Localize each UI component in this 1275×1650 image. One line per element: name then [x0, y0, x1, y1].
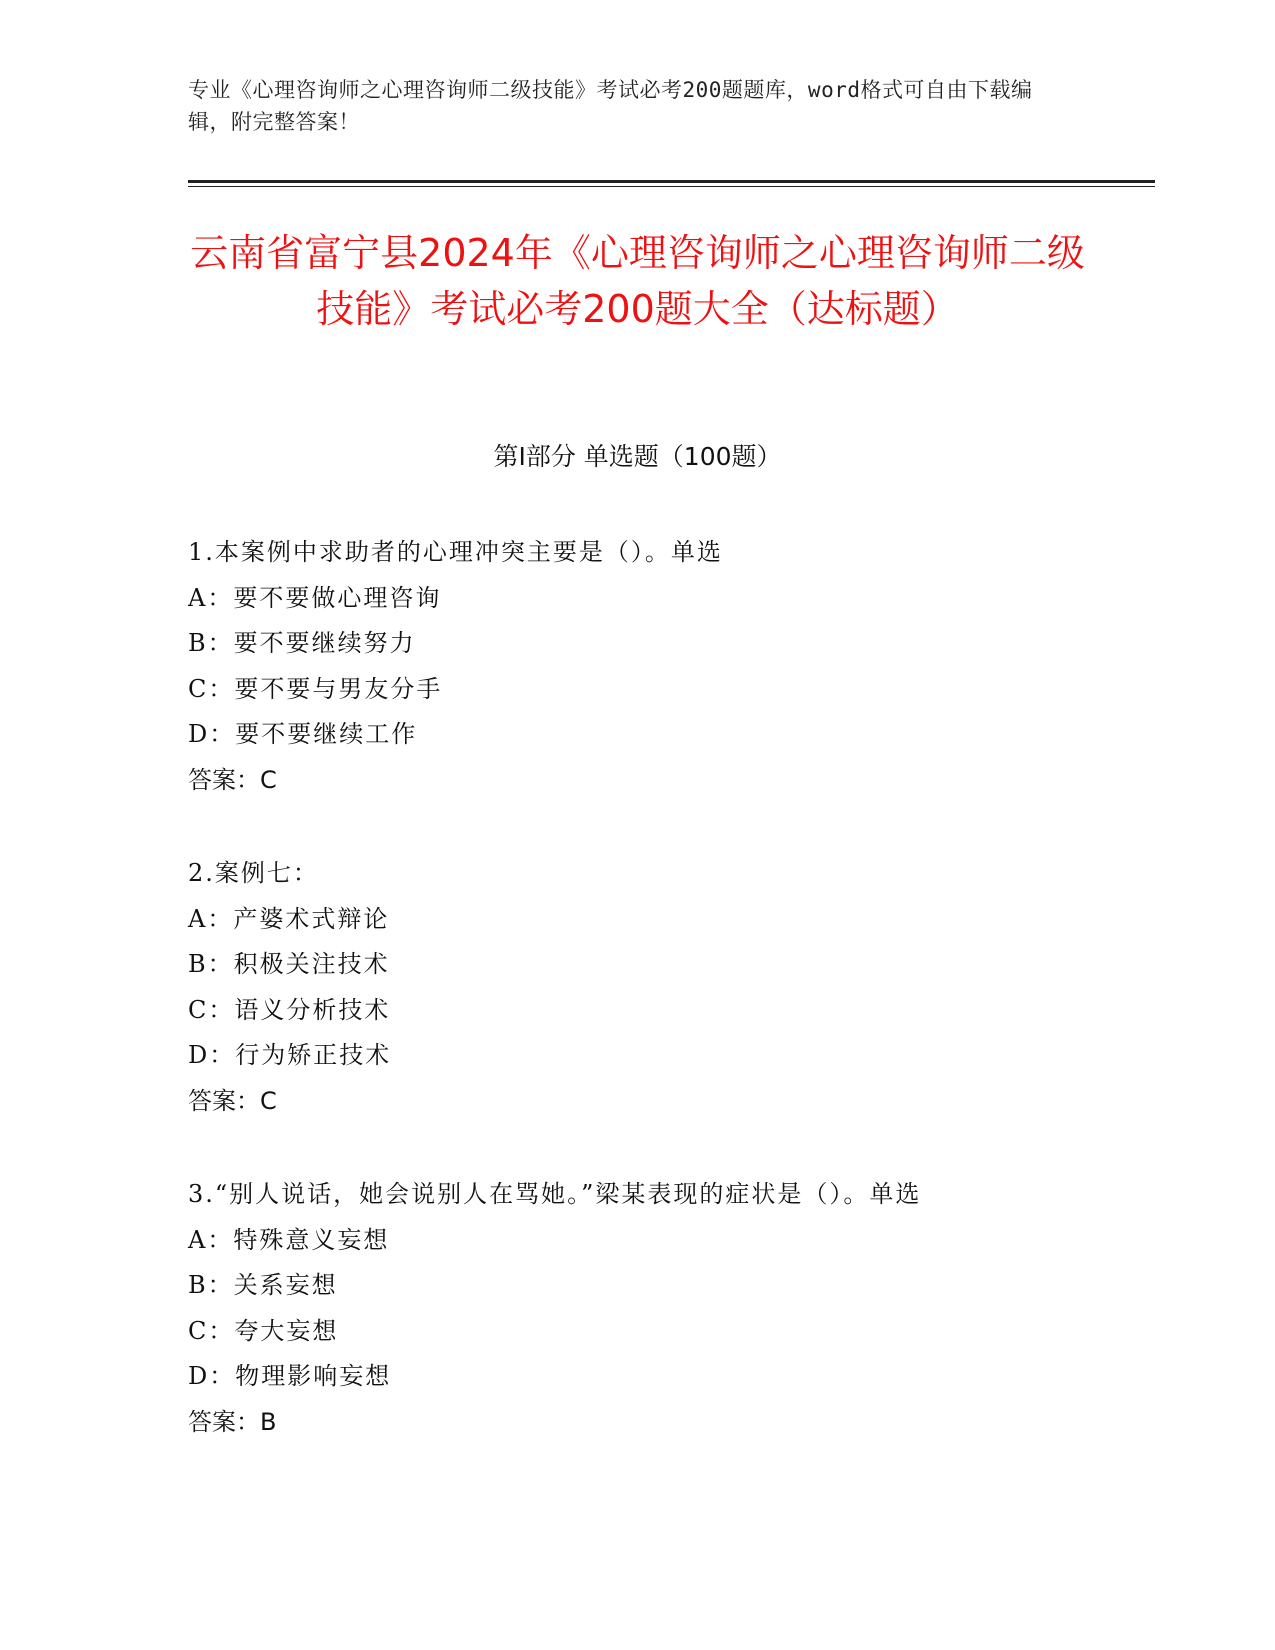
- answer: 答案：C: [188, 1086, 277, 1115]
- option-d: D：要不要继续工作: [188, 720, 418, 748]
- header-note: 专业《心理咨询师之心理咨询师二级技能》考试必考200题题库，word格式可自由下载编辑，附完整答案！: [188, 78, 1033, 134]
- header-divider-thick: [188, 180, 1155, 183]
- option-c: C：要不要与男友分手: [188, 674, 443, 703]
- option-b: B：关系妄想: [188, 1271, 338, 1299]
- option-b: B：积极关注技术: [188, 950, 390, 978]
- header-divider-thin: [188, 186, 1155, 187]
- question-3: [188, 1172, 1148, 1445]
- question-stem: 1.本案例中求助者的心理冲突主要是（）。单选: [188, 538, 723, 566]
- answer: 答案：B: [188, 1407, 277, 1436]
- question-2: [188, 851, 1148, 1124]
- option-b: B：要不要继续努力: [188, 629, 416, 657]
- option-a: A：要不要做心理咨询: [188, 583, 442, 612]
- option-a: A：特殊意义妄想: [188, 1225, 390, 1254]
- section-title: 第Ⅰ部分 单选题（100题）: [493, 442, 782, 471]
- document-title: 云南省富宁县2024年《心理咨询师之心理咨询师二级技能》考试必考200题大全（达标题）: [190, 231, 1085, 331]
- option-c: C：语义分析技术: [188, 995, 391, 1024]
- option-c: C：夸大妄想: [188, 1316, 339, 1345]
- question-stem: 2.案例七：: [188, 859, 319, 887]
- answer: 答案：C: [188, 765, 277, 794]
- option-a: A：产婆术式辩论: [188, 904, 390, 933]
- question-list: [188, 530, 1148, 1493]
- option-d: D：行为矫正技术: [188, 1041, 392, 1069]
- question-stem: 3.“别人说话，她会说别人在骂她。”梁某表现的症状是（）。单选: [188, 1180, 922, 1208]
- question-1: [188, 530, 1148, 803]
- option-d: D：物理影响妄想: [188, 1362, 392, 1390]
